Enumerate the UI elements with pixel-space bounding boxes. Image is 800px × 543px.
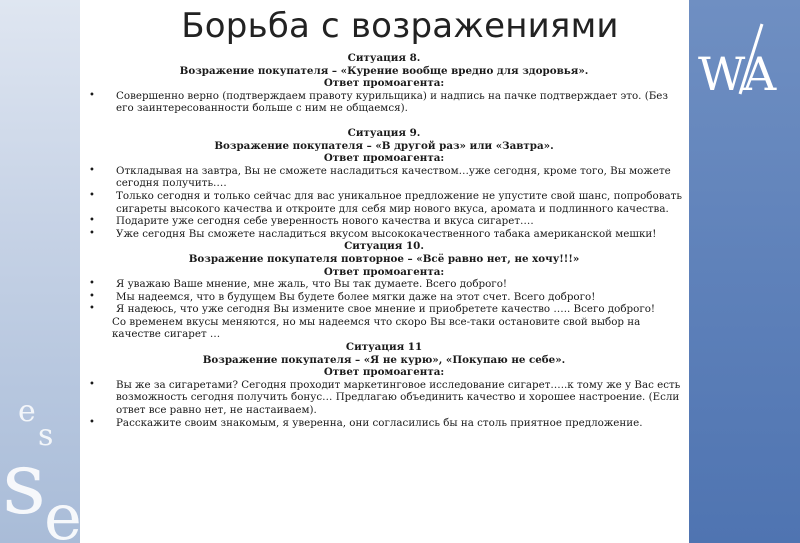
answer-label: Ответ промоагента: bbox=[323, 77, 445, 90]
es-logo bbox=[0, 383, 90, 543]
situation-heading: Ситуация 10. bbox=[344, 240, 424, 253]
situation-8 bbox=[84, 52, 684, 115]
situation-heading: Ситуация 9. bbox=[347, 126, 421, 139]
svg-text:e: e bbox=[44, 481, 82, 543]
answer-item: • Откладывая на завтра, Вы не сможете насладиться качеством…уже сегодня, кроме того, Вы можете сегодня получить…. bbox=[84, 165, 684, 190]
situation-9 bbox=[84, 127, 684, 240]
spacer bbox=[84, 115, 684, 127]
answer-item: • Я надеюсь, что уже сегодня Вы измените свое мнение и приобретете качество ….. Всего доброго! bbox=[84, 303, 684, 316]
answer-item: • Вы же за сигаретами? Сегодня проходит маркетинговое исследование сигарет…..к тому же у Вас есть возможность сегодня получить бонус… Предлагаю объединить качество и хорошее настроение. (Если ответ все равно нет, не настаиваем). bbox=[84, 379, 684, 417]
answer-item: • Расскажите своим знакомым, я уверенна, они согласились бы на столь приятное предложение. bbox=[84, 417, 684, 430]
answer-item: • Мы надеемся, что в будущем Вы будете более мягки даже на этот счет. Всего доброго! bbox=[84, 291, 684, 304]
situation-11 bbox=[84, 341, 684, 429]
answer-note: Со временем вкусы меняются, но мы надеемся что скоро Вы все-таки остановите свой выбор на качестве сигарет … bbox=[112, 315, 641, 341]
answer-item: • Совершенно верно (подтверждаем правоту курильщика) и надпись на пачке подтверждает это. (Без его заинтересованности больше с ним не общаемся). bbox=[84, 90, 684, 115]
svg-text:e: e bbox=[18, 394, 36, 429]
answer-item: • Подарите уже сегодня себе уверенность нового качества и вкуса сигарет…. bbox=[84, 215, 684, 228]
answer-item: • Только сегодня и только сейчас для вас уникальное предложение не упустите свой шанс, попробовать сигареты высокого качества и откроите для себя мир нового вкуса, аромата и подлинного качества. bbox=[84, 190, 684, 215]
situation-heading: Ситуация 11 bbox=[345, 341, 423, 354]
content bbox=[84, 52, 684, 429]
objection-text: Возражение покупателя повторное – «Всё равно нет, не хочу!!!» bbox=[188, 252, 580, 265]
objection-text: Возражение покупателя – «В другой раз» или «Завтра». bbox=[214, 139, 554, 152]
answer-label: Ответ промоагента: bbox=[323, 265, 445, 278]
page-title: Борьба с возражениями bbox=[181, 6, 619, 46]
answer-label: Ответ промоагента: bbox=[323, 366, 445, 379]
objection-text: Возражение покупателя – «Я не курю», «Покупаю не себе». bbox=[202, 353, 566, 366]
situation-10 bbox=[84, 240, 684, 341]
svg-text:WA: WA bbox=[698, 47, 777, 101]
answer-label: Ответ промоагента: bbox=[323, 152, 445, 165]
situation-heading: Ситуация 8. bbox=[347, 52, 421, 64]
svg-text:s: s bbox=[2, 434, 47, 534]
objection-text: Возражение покупателя – «Курение вообще вредно для здоровья». bbox=[179, 64, 589, 77]
svg-text:s: s bbox=[38, 418, 54, 453]
answer-item: • Я уважаю Ваше мнение, мне жаль, что Вы так думаете. Всего доброго! bbox=[84, 278, 684, 291]
answer-item: • Уже сегодня Вы сможете насладиться вкусом высококачественного табака американской мешки! bbox=[84, 228, 684, 241]
